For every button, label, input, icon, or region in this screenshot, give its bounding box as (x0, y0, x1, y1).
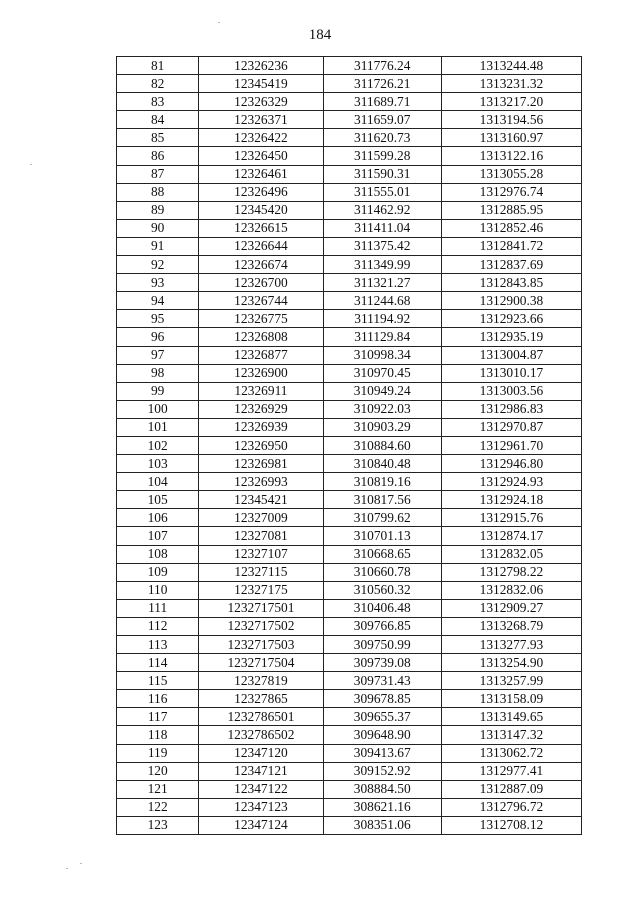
y-coordinate-cell: 1312970.87 (441, 418, 581, 436)
point-number-cell: 91 (117, 237, 199, 255)
point-number-cell: 82 (117, 75, 199, 93)
y-coordinate-cell: 1312977.41 (441, 762, 581, 780)
point-number-cell: 108 (117, 545, 199, 563)
y-coordinate-cell: 1313257.99 (441, 672, 581, 690)
x-coordinate-cell: 310668.65 (323, 545, 441, 563)
point-number-cell: 96 (117, 328, 199, 346)
point-id-cell: 12326422 (199, 129, 323, 147)
x-coordinate-cell: 309648.90 (323, 726, 441, 744)
x-coordinate-cell: 308351.06 (323, 816, 441, 834)
point-number-cell: 119 (117, 744, 199, 762)
table-row (117, 744, 582, 762)
x-coordinate-cell: 311659.07 (323, 111, 441, 129)
x-coordinate-cell: 311411.04 (323, 219, 441, 237)
point-id-cell: 12326993 (199, 473, 323, 491)
y-coordinate-cell: 1312915.76 (441, 509, 581, 527)
table-row (117, 563, 582, 581)
point-number-cell: 86 (117, 147, 199, 165)
x-coordinate-cell: 311375.42 (323, 237, 441, 255)
table-row (117, 726, 582, 744)
point-number-cell: 84 (117, 111, 199, 129)
x-coordinate-cell: 311590.31 (323, 165, 441, 183)
point-id-cell: 12326700 (199, 274, 323, 292)
x-coordinate-cell: 308884.50 (323, 780, 441, 798)
point-number-cell: 100 (117, 400, 199, 418)
point-id-cell: 12326450 (199, 147, 323, 165)
point-id-cell: 12326644 (199, 237, 323, 255)
point-id-cell: 12326939 (199, 418, 323, 436)
table-row (117, 581, 582, 599)
y-coordinate-cell: 1313217.20 (441, 93, 581, 111)
point-number-cell: 111 (117, 599, 199, 617)
x-coordinate-cell: 311599.28 (323, 147, 441, 165)
point-id-cell: 12327115 (199, 563, 323, 581)
point-id-cell: 1232786502 (199, 726, 323, 744)
point-number-cell: 83 (117, 93, 199, 111)
scan-speck (30, 164, 32, 165)
table-row (117, 183, 582, 201)
table-row (117, 274, 582, 292)
point-id-cell: 12326775 (199, 310, 323, 328)
y-coordinate-cell: 1312976.74 (441, 183, 581, 201)
point-number-cell: 95 (117, 310, 199, 328)
table-row (117, 545, 582, 563)
y-coordinate-cell: 1313277.93 (441, 636, 581, 654)
point-id-cell: 12326461 (199, 165, 323, 183)
point-number-cell: 88 (117, 183, 199, 201)
y-coordinate-cell: 1313147.32 (441, 726, 581, 744)
table-row (117, 690, 582, 708)
x-coordinate-cell: 309413.67 (323, 744, 441, 762)
y-coordinate-cell: 1312923.66 (441, 310, 581, 328)
table-row (117, 816, 582, 834)
point-id-cell: 12326950 (199, 436, 323, 454)
page-number: 184 (308, 27, 332, 43)
table-row (117, 382, 582, 400)
x-coordinate-cell: 310799.62 (323, 509, 441, 527)
x-coordinate-cell: 310840.48 (323, 455, 441, 473)
y-coordinate-cell: 1312935.19 (441, 328, 581, 346)
y-coordinate-cell: 1313004.87 (441, 346, 581, 364)
y-coordinate-cell: 1313149.65 (441, 708, 581, 726)
point-id-cell: 12347121 (199, 762, 323, 780)
y-coordinate-cell: 1312841.72 (441, 237, 581, 255)
point-id-cell: 12326236 (199, 57, 323, 75)
y-coordinate-cell: 1312986.83 (441, 400, 581, 418)
point-id-cell: 12326981 (199, 455, 323, 473)
x-coordinate-cell: 309750.99 (323, 636, 441, 654)
x-coordinate-cell: 310884.60 (323, 436, 441, 454)
y-coordinate-cell: 1312909.27 (441, 599, 581, 617)
table-row (117, 256, 582, 274)
table-row (117, 527, 582, 545)
x-coordinate-cell: 308621.16 (323, 798, 441, 816)
point-number-cell: 109 (117, 563, 199, 581)
scan-speck (66, 868, 68, 869)
x-coordinate-cell: 310998.34 (323, 346, 441, 364)
point-id-cell: 12327107 (199, 545, 323, 563)
point-number-cell: 110 (117, 581, 199, 599)
y-coordinate-cell: 1312852.46 (441, 219, 581, 237)
x-coordinate-cell: 310922.03 (323, 400, 441, 418)
point-id-cell: 12345420 (199, 201, 323, 219)
point-number-cell: 113 (117, 636, 199, 654)
x-coordinate-cell: 311689.71 (323, 93, 441, 111)
y-coordinate-cell: 1313003.56 (441, 382, 581, 400)
table-row (117, 491, 582, 509)
x-coordinate-cell: 310660.78 (323, 563, 441, 581)
point-id-cell: 12326808 (199, 328, 323, 346)
point-number-cell: 81 (117, 57, 199, 75)
table-row (117, 672, 582, 690)
point-id-cell: 12327865 (199, 690, 323, 708)
table-row (117, 473, 582, 491)
y-coordinate-cell: 1313062.72 (441, 744, 581, 762)
point-number-cell: 114 (117, 654, 199, 672)
point-id-cell: 12326371 (199, 111, 323, 129)
table-row (117, 111, 582, 129)
x-coordinate-cell: 309731.43 (323, 672, 441, 690)
scan-speck (80, 863, 82, 864)
point-id-cell: 12326929 (199, 400, 323, 418)
table-row (117, 418, 582, 436)
table-row (117, 165, 582, 183)
table-row (117, 436, 582, 454)
point-number-cell: 116 (117, 690, 199, 708)
x-coordinate-cell: 309152.92 (323, 762, 441, 780)
x-coordinate-cell: 311244.68 (323, 292, 441, 310)
y-coordinate-cell: 1313268.79 (441, 617, 581, 635)
y-coordinate-cell: 1313122.16 (441, 147, 581, 165)
table-row (117, 455, 582, 473)
point-id-cell: 12326615 (199, 219, 323, 237)
x-coordinate-cell: 310949.24 (323, 382, 441, 400)
table-row (117, 599, 582, 617)
y-coordinate-cell: 1312887.09 (441, 780, 581, 798)
x-coordinate-cell: 310819.16 (323, 473, 441, 491)
point-number-cell: 120 (117, 762, 199, 780)
point-number-cell: 118 (117, 726, 199, 744)
scan-speck (218, 22, 220, 23)
point-number-cell: 123 (117, 816, 199, 834)
point-number-cell: 98 (117, 364, 199, 382)
point-id-cell: 1232717504 (199, 654, 323, 672)
table-row (117, 93, 582, 111)
table-row (117, 509, 582, 527)
point-id-cell: 12326329 (199, 93, 323, 111)
point-id-cell: 12326674 (199, 256, 323, 274)
point-id-cell: 12326496 (199, 183, 323, 201)
point-id-cell: 1232717503 (199, 636, 323, 654)
table-row (117, 328, 582, 346)
y-coordinate-cell: 1313254.90 (441, 654, 581, 672)
table-row (117, 201, 582, 219)
table-body (117, 57, 582, 835)
point-number-cell: 107 (117, 527, 199, 545)
table-row (117, 57, 582, 75)
y-coordinate-cell: 1313160.97 (441, 129, 581, 147)
table-row (117, 708, 582, 726)
point-id-cell: 12326911 (199, 382, 323, 400)
x-coordinate-cell: 311349.99 (323, 256, 441, 274)
point-number-cell: 115 (117, 672, 199, 690)
point-number-cell: 92 (117, 256, 199, 274)
coordinates-table (116, 56, 582, 835)
point-number-cell: 104 (117, 473, 199, 491)
point-id-cell: 1232786501 (199, 708, 323, 726)
y-coordinate-cell: 1312843.85 (441, 274, 581, 292)
x-coordinate-cell: 309655.37 (323, 708, 441, 726)
y-coordinate-cell: 1312796.72 (441, 798, 581, 816)
point-number-cell: 99 (117, 382, 199, 400)
table-row (117, 654, 582, 672)
point-id-cell: 12347124 (199, 816, 323, 834)
point-number-cell: 105 (117, 491, 199, 509)
y-coordinate-cell: 1312900.38 (441, 292, 581, 310)
y-coordinate-cell: 1312924.18 (441, 491, 581, 509)
y-coordinate-cell: 1312924.93 (441, 473, 581, 491)
x-coordinate-cell: 309766.85 (323, 617, 441, 635)
point-number-cell: 112 (117, 617, 199, 635)
table-row (117, 310, 582, 328)
y-coordinate-cell: 1312832.06 (441, 581, 581, 599)
x-coordinate-cell: 311194.92 (323, 310, 441, 328)
x-coordinate-cell: 311462.92 (323, 201, 441, 219)
point-id-cell: 12347123 (199, 798, 323, 816)
table-row (117, 400, 582, 418)
x-coordinate-cell: 310701.13 (323, 527, 441, 545)
x-coordinate-cell: 311321.27 (323, 274, 441, 292)
point-number-cell: 94 (117, 292, 199, 310)
y-coordinate-cell: 1313194.56 (441, 111, 581, 129)
y-coordinate-cell: 1312837.69 (441, 256, 581, 274)
x-coordinate-cell: 311555.01 (323, 183, 441, 201)
y-coordinate-cell: 1313010.17 (441, 364, 581, 382)
x-coordinate-cell: 310817.56 (323, 491, 441, 509)
point-id-cell: 12327009 (199, 509, 323, 527)
point-id-cell: 12327081 (199, 527, 323, 545)
table-row (117, 762, 582, 780)
y-coordinate-cell: 1312874.17 (441, 527, 581, 545)
y-coordinate-cell: 1312832.05 (441, 545, 581, 563)
table-row (117, 292, 582, 310)
point-number-cell: 97 (117, 346, 199, 364)
point-number-cell: 106 (117, 509, 199, 527)
point-number-cell: 117 (117, 708, 199, 726)
point-number-cell: 121 (117, 780, 199, 798)
y-coordinate-cell: 1312946.80 (441, 455, 581, 473)
point-number-cell: 85 (117, 129, 199, 147)
point-number-cell: 102 (117, 436, 199, 454)
point-id-cell: 12327175 (199, 581, 323, 599)
point-number-cell: 122 (117, 798, 199, 816)
y-coordinate-cell: 1313244.48 (441, 57, 581, 75)
table-row (117, 364, 582, 382)
table-row (117, 129, 582, 147)
y-coordinate-cell: 1312885.95 (441, 201, 581, 219)
point-id-cell: 1232717501 (199, 599, 323, 617)
point-number-cell: 89 (117, 201, 199, 219)
y-coordinate-cell: 1312708.12 (441, 816, 581, 834)
point-id-cell: 12345421 (199, 491, 323, 509)
point-id-cell: 12326877 (199, 346, 323, 364)
x-coordinate-cell: 311129.84 (323, 328, 441, 346)
y-coordinate-cell: 1312798.22 (441, 563, 581, 581)
point-id-cell: 12347122 (199, 780, 323, 798)
x-coordinate-cell: 310560.32 (323, 581, 441, 599)
x-coordinate-cell: 309739.08 (323, 654, 441, 672)
y-coordinate-cell: 1313158.09 (441, 690, 581, 708)
point-number-cell: 101 (117, 418, 199, 436)
x-coordinate-cell: 311726.21 (323, 75, 441, 93)
point-number-cell: 93 (117, 274, 199, 292)
table-row (117, 346, 582, 364)
x-coordinate-cell: 309678.85 (323, 690, 441, 708)
table-row (117, 75, 582, 93)
table-row (117, 798, 582, 816)
point-id-cell: 12326900 (199, 364, 323, 382)
x-coordinate-cell: 310406.48 (323, 599, 441, 617)
x-coordinate-cell: 310903.29 (323, 418, 441, 436)
point-number-cell: 87 (117, 165, 199, 183)
table-row (117, 237, 582, 255)
x-coordinate-cell: 310970.45 (323, 364, 441, 382)
point-id-cell: 12327819 (199, 672, 323, 690)
point-number-cell: 90 (117, 219, 199, 237)
y-coordinate-cell: 1312961.70 (441, 436, 581, 454)
table-row (117, 219, 582, 237)
table-row (117, 780, 582, 798)
point-id-cell: 1232717502 (199, 617, 323, 635)
point-id-cell: 12347120 (199, 744, 323, 762)
table-row (117, 147, 582, 165)
x-coordinate-cell: 311776.24 (323, 57, 441, 75)
point-number-cell: 103 (117, 455, 199, 473)
table-row (117, 617, 582, 635)
y-coordinate-cell: 1313231.32 (441, 75, 581, 93)
x-coordinate-cell: 311620.73 (323, 129, 441, 147)
point-id-cell: 12326744 (199, 292, 323, 310)
table-row (117, 636, 582, 654)
y-coordinate-cell: 1313055.28 (441, 165, 581, 183)
point-id-cell: 12345419 (199, 75, 323, 93)
